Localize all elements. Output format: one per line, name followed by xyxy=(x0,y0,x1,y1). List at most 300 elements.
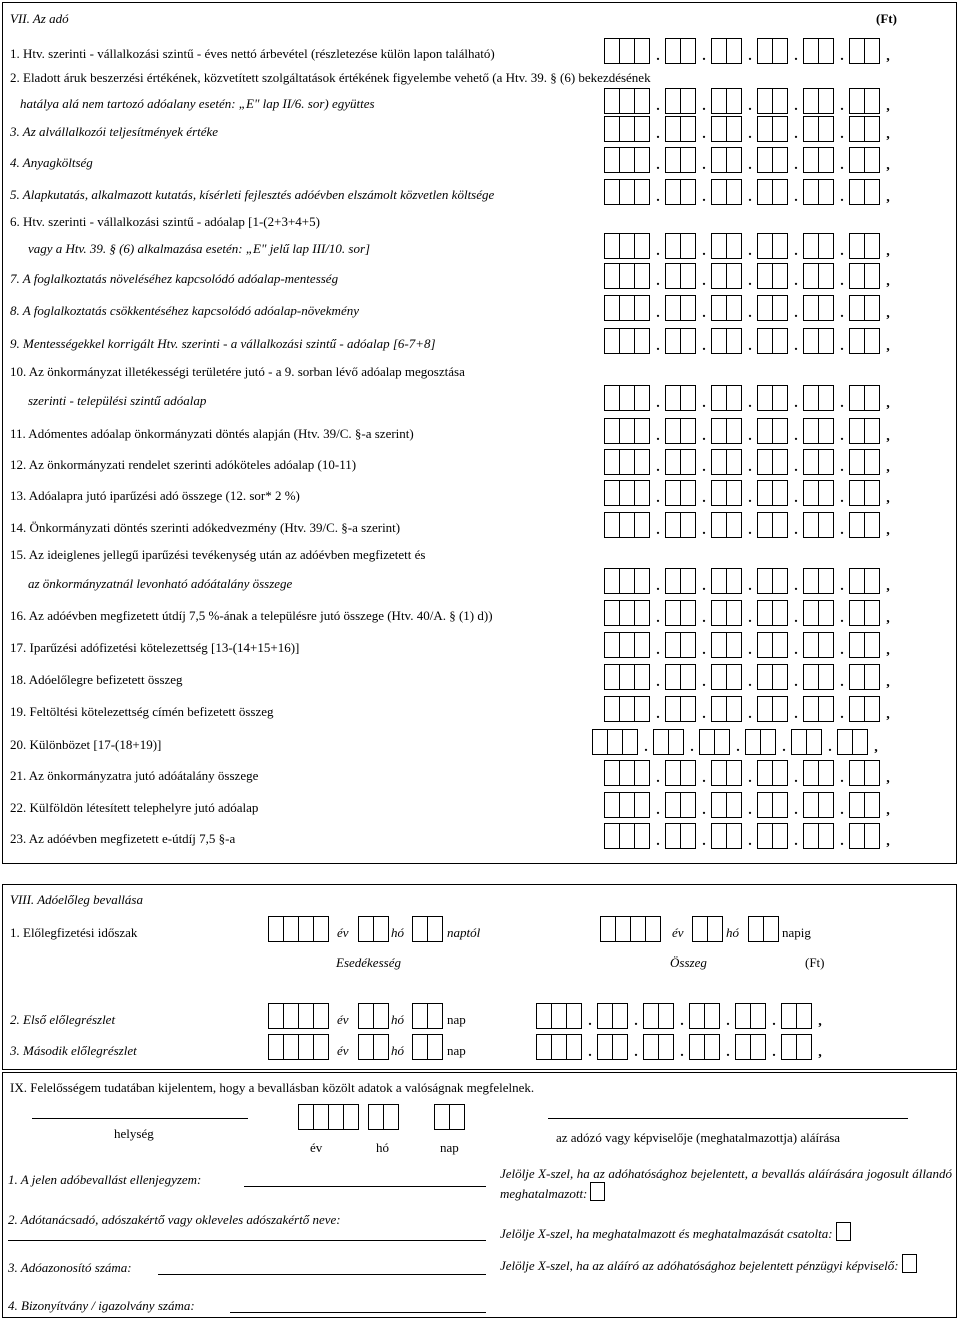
digit-cell[interactable] xyxy=(680,512,696,538)
row-11-amount[interactable] xyxy=(604,418,896,444)
row-18-amount[interactable] xyxy=(604,664,896,690)
digit-cell[interactable] xyxy=(849,147,865,173)
digit-cell[interactable] xyxy=(680,600,696,626)
digit-cell[interactable] xyxy=(566,1003,582,1029)
digit-cell[interactable] xyxy=(803,568,819,594)
digit-cell[interactable] xyxy=(634,263,650,289)
digit-cell[interactable] xyxy=(665,792,681,818)
digit-cell[interactable] xyxy=(680,632,696,658)
digit-cell[interactable] xyxy=(619,233,635,259)
digit-cell[interactable] xyxy=(726,116,742,142)
digit-cell[interactable] xyxy=(849,512,865,538)
row-9-amount[interactable] xyxy=(604,328,896,354)
digit-cell[interactable] xyxy=(772,385,788,411)
digit-cell[interactable] xyxy=(803,664,819,690)
permanent-proxy-checkbox[interactable] xyxy=(590,1182,605,1201)
second-installment-month[interactable] xyxy=(358,1034,389,1060)
digit-cell[interactable] xyxy=(803,295,819,321)
digit-cell[interactable] xyxy=(726,449,742,475)
digit-cell[interactable] xyxy=(665,295,681,321)
digit-cell[interactable] xyxy=(849,179,865,205)
digit-cell[interactable] xyxy=(604,147,620,173)
digit-cell[interactable] xyxy=(634,823,650,849)
digit-cell[interactable] xyxy=(634,179,650,205)
digit-cell[interactable] xyxy=(680,385,696,411)
digit-cell[interactable] xyxy=(551,1034,567,1060)
digit-cell[interactable] xyxy=(772,263,788,289)
digit-cell[interactable] xyxy=(680,760,696,786)
digit-cell[interactable] xyxy=(634,632,650,658)
digit-cell[interactable] xyxy=(643,1003,659,1029)
digit-cell[interactable] xyxy=(604,696,620,722)
digit-cell[interactable] xyxy=(726,295,742,321)
digit-cell[interactable] xyxy=(818,385,834,411)
digit-cell[interactable] xyxy=(757,632,773,658)
digit-cell[interactable] xyxy=(622,729,638,755)
digit-cell[interactable] xyxy=(735,1003,751,1029)
digit-cell[interactable] xyxy=(803,480,819,506)
second-installment-amount[interactable] xyxy=(536,1034,828,1060)
digit-cell[interactable] xyxy=(714,729,730,755)
digit-cell[interactable] xyxy=(818,233,834,259)
digit-cell[interactable] xyxy=(604,632,620,658)
digit-cell[interactable] xyxy=(665,664,681,690)
digit-cell[interactable] xyxy=(818,664,834,690)
digit-cell[interactable] xyxy=(772,147,788,173)
digit-cell[interactable] xyxy=(772,38,788,64)
digit-cell[interactable] xyxy=(818,696,834,722)
digit-cell[interactable] xyxy=(757,147,773,173)
first-installment-day[interactable] xyxy=(412,1003,443,1029)
digit-cell[interactable] xyxy=(849,449,865,475)
digit-cell[interactable] xyxy=(619,418,635,444)
digit-cell[interactable] xyxy=(757,263,773,289)
digit-cell[interactable] xyxy=(711,385,727,411)
digit-cell[interactable] xyxy=(806,729,822,755)
digit-cell[interactable] xyxy=(864,664,880,690)
digit-cell[interactable] xyxy=(680,792,696,818)
digit-cell[interactable] xyxy=(864,480,880,506)
financial-representative-checkbox[interactable] xyxy=(902,1254,917,1273)
digit-cell[interactable] xyxy=(849,328,865,354)
digit-cell[interactable] xyxy=(680,233,696,259)
digit-cell[interactable] xyxy=(818,760,834,786)
digit-cell[interactable] xyxy=(604,295,620,321)
digit-cell[interactable] xyxy=(781,1003,797,1029)
digit-cell[interactable] xyxy=(680,179,696,205)
taxpayer-signature-line[interactable] xyxy=(548,1118,908,1119)
digit-cell[interactable] xyxy=(849,295,865,321)
digit-cell[interactable] xyxy=(757,449,773,475)
digit-cell[interactable] xyxy=(619,449,635,475)
digit-cell[interactable] xyxy=(849,233,865,259)
digit-cell[interactable] xyxy=(634,449,650,475)
digit-cell[interactable] xyxy=(864,179,880,205)
period-to-month[interactable] xyxy=(692,916,723,942)
digit-cell[interactable] xyxy=(818,823,834,849)
period-to-year[interactable] xyxy=(600,916,661,942)
digit-cell[interactable] xyxy=(680,147,696,173)
sign-date-day[interactable] xyxy=(434,1104,465,1130)
digit-cell[interactable] xyxy=(757,664,773,690)
digit-cell[interactable] xyxy=(772,568,788,594)
digit-cell[interactable] xyxy=(726,38,742,64)
digit-cell[interactable] xyxy=(680,38,696,64)
digit-cell[interactable] xyxy=(653,729,669,755)
digit-cell[interactable] xyxy=(604,179,620,205)
digit-cell[interactable] xyxy=(634,233,650,259)
digit-cell[interactable] xyxy=(735,1034,751,1060)
digit-cell[interactable] xyxy=(864,233,880,259)
digit-cell[interactable] xyxy=(680,295,696,321)
digit-cell[interactable] xyxy=(772,823,788,849)
digit-cell[interactable] xyxy=(619,696,635,722)
digit-cell[interactable] xyxy=(619,760,635,786)
digit-cell[interactable] xyxy=(750,1034,766,1060)
digit-cell[interactable] xyxy=(619,179,635,205)
digit-cell[interactable] xyxy=(711,760,727,786)
digit-cell[interactable] xyxy=(772,328,788,354)
digit-cell[interactable] xyxy=(849,385,865,411)
digit-cell[interactable] xyxy=(711,512,727,538)
row-4-amount[interactable] xyxy=(604,147,896,173)
digit-cell[interactable] xyxy=(803,116,819,142)
digit-cell[interactable] xyxy=(803,760,819,786)
digit-cell[interactable] xyxy=(604,263,620,289)
digit-cell[interactable] xyxy=(726,233,742,259)
digit-cell[interactable] xyxy=(757,512,773,538)
digit-cell[interactable] xyxy=(665,147,681,173)
digit-cell[interactable] xyxy=(665,88,681,114)
digit-cell[interactable] xyxy=(849,480,865,506)
row-14-amount[interactable] xyxy=(604,512,896,538)
second-installment-year[interactable] xyxy=(268,1034,329,1060)
row-3-amount[interactable] xyxy=(604,116,896,142)
digit-cell[interactable] xyxy=(665,233,681,259)
second-installment-day[interactable] xyxy=(412,1034,443,1060)
row-15-amount[interactable] xyxy=(604,568,896,594)
digit-cell[interactable] xyxy=(864,792,880,818)
row-5-amount[interactable] xyxy=(604,179,896,205)
digit-cell[interactable] xyxy=(781,1034,797,1060)
digit-cell[interactable] xyxy=(604,328,620,354)
digit-cell[interactable] xyxy=(864,116,880,142)
digit-cell[interactable] xyxy=(818,480,834,506)
digit-cell[interactable] xyxy=(634,664,650,690)
digit-cell[interactable] xyxy=(680,263,696,289)
digit-cell[interactable] xyxy=(803,263,819,289)
digit-cell[interactable] xyxy=(803,696,819,722)
digit-cell[interactable] xyxy=(680,568,696,594)
digit-cell[interactable] xyxy=(726,418,742,444)
digit-cell[interactable] xyxy=(680,116,696,142)
row-2-amount[interactable] xyxy=(604,88,896,114)
digit-cell[interactable] xyxy=(665,263,681,289)
digit-cell[interactable] xyxy=(757,600,773,626)
digit-cell[interactable] xyxy=(566,1034,582,1060)
digit-cell[interactable] xyxy=(665,823,681,849)
digit-cell[interactable] xyxy=(634,295,650,321)
row-20-amount[interactable] xyxy=(592,729,884,755)
digit-cell[interactable] xyxy=(619,823,635,849)
digit-cell[interactable] xyxy=(803,792,819,818)
digit-cell[interactable] xyxy=(864,38,880,64)
digit-cell[interactable] xyxy=(604,88,620,114)
digit-cell[interactable] xyxy=(604,385,620,411)
digit-cell[interactable] xyxy=(726,696,742,722)
digit-cell[interactable] xyxy=(711,38,727,64)
digit-cell[interactable] xyxy=(619,385,635,411)
digit-cell[interactable] xyxy=(849,792,865,818)
row-13-amount[interactable] xyxy=(604,480,896,506)
digit-cell[interactable] xyxy=(726,147,742,173)
digit-cell[interactable] xyxy=(772,295,788,321)
digit-cell[interactable] xyxy=(711,295,727,321)
digit-cell[interactable] xyxy=(818,512,834,538)
digit-cell[interactable] xyxy=(704,1003,720,1029)
digit-cell[interactable] xyxy=(665,418,681,444)
digit-cell[interactable] xyxy=(619,38,635,64)
digit-cell[interactable] xyxy=(803,823,819,849)
digit-cell[interactable] xyxy=(757,295,773,321)
row-22-amount[interactable] xyxy=(604,792,896,818)
digit-cell[interactable] xyxy=(726,512,742,538)
digit-cell[interactable] xyxy=(803,328,819,354)
digit-cell[interactable] xyxy=(864,295,880,321)
digit-cell[interactable] xyxy=(803,88,819,114)
digit-cell[interactable] xyxy=(711,664,727,690)
digit-cell[interactable] xyxy=(818,263,834,289)
digit-cell[interactable] xyxy=(604,512,620,538)
digit-cell[interactable] xyxy=(665,116,681,142)
digit-cell[interactable] xyxy=(680,480,696,506)
digit-cell[interactable] xyxy=(818,88,834,114)
digit-cell[interactable] xyxy=(726,179,742,205)
digit-cell[interactable] xyxy=(818,179,834,205)
digit-cell[interactable] xyxy=(619,792,635,818)
digit-cell[interactable] xyxy=(597,1003,613,1029)
digit-cell[interactable] xyxy=(604,568,620,594)
digit-cell[interactable] xyxy=(818,328,834,354)
digit-cell[interactable] xyxy=(665,38,681,64)
digit-cell[interactable] xyxy=(757,88,773,114)
first-installment-year[interactable] xyxy=(268,1003,329,1029)
period-from-month[interactable] xyxy=(358,916,389,942)
digit-cell[interactable] xyxy=(757,38,773,64)
digit-cell[interactable] xyxy=(619,147,635,173)
digit-cell[interactable] xyxy=(849,823,865,849)
digit-cell[interactable] xyxy=(680,418,696,444)
digit-cell[interactable] xyxy=(818,792,834,818)
period-to-day[interactable] xyxy=(748,916,779,942)
digit-cell[interactable] xyxy=(634,116,650,142)
digit-cell[interactable] xyxy=(757,760,773,786)
digit-cell[interactable] xyxy=(665,512,681,538)
row-21-amount[interactable] xyxy=(604,760,896,786)
digit-cell[interactable] xyxy=(849,696,865,722)
digit-cell[interactable] xyxy=(745,729,761,755)
digit-cell[interactable] xyxy=(665,632,681,658)
digit-cell[interactable] xyxy=(658,1003,674,1029)
digit-cell[interactable] xyxy=(864,263,880,289)
sign-date-month[interactable] xyxy=(368,1104,399,1130)
row-23-amount[interactable] xyxy=(604,823,896,849)
digit-cell[interactable] xyxy=(658,1034,674,1060)
digit-cell[interactable] xyxy=(619,512,635,538)
digit-cell[interactable] xyxy=(760,729,776,755)
digit-cell[interactable] xyxy=(772,600,788,626)
digit-cell[interactable] xyxy=(604,600,620,626)
digit-cell[interactable] xyxy=(849,38,865,64)
digit-cell[interactable] xyxy=(619,600,635,626)
digit-cell[interactable] xyxy=(726,664,742,690)
digit-cell[interactable] xyxy=(864,760,880,786)
digit-cell[interactable] xyxy=(849,116,865,142)
digit-cell[interactable] xyxy=(726,600,742,626)
digit-cell[interactable] xyxy=(757,418,773,444)
digit-cell[interactable] xyxy=(818,600,834,626)
row-7-amount[interactable] xyxy=(604,263,896,289)
digit-cell[interactable] xyxy=(711,418,727,444)
digit-cell[interactable] xyxy=(772,116,788,142)
digit-cell[interactable] xyxy=(619,664,635,690)
digit-cell[interactable] xyxy=(634,512,650,538)
digit-cell[interactable] xyxy=(803,385,819,411)
digit-cell[interactable] xyxy=(818,632,834,658)
digit-cell[interactable] xyxy=(772,449,788,475)
digit-cell[interactable] xyxy=(711,480,727,506)
digit-cell[interactable] xyxy=(803,449,819,475)
digit-cell[interactable] xyxy=(634,568,650,594)
digit-cell[interactable] xyxy=(864,696,880,722)
digit-cell[interactable] xyxy=(772,233,788,259)
digit-cell[interactable] xyxy=(772,480,788,506)
digit-cell[interactable] xyxy=(604,823,620,849)
digit-cell[interactable] xyxy=(772,512,788,538)
digit-cell[interactable] xyxy=(711,823,727,849)
digit-cell[interactable] xyxy=(849,600,865,626)
digit-cell[interactable] xyxy=(604,449,620,475)
digit-cell[interactable] xyxy=(772,792,788,818)
digit-cell[interactable] xyxy=(726,480,742,506)
digit-cell[interactable] xyxy=(726,568,742,594)
digit-cell[interactable] xyxy=(757,480,773,506)
digit-cell[interactable] xyxy=(665,385,681,411)
digit-cell[interactable] xyxy=(803,600,819,626)
digit-cell[interactable] xyxy=(689,1003,705,1029)
digit-cell[interactable] xyxy=(757,568,773,594)
digit-cell[interactable] xyxy=(680,696,696,722)
digit-cell[interactable] xyxy=(711,116,727,142)
digit-cell[interactable] xyxy=(757,328,773,354)
digit-cell[interactable] xyxy=(864,88,880,114)
digit-cell[interactable] xyxy=(849,88,865,114)
digit-cell[interactable] xyxy=(726,263,742,289)
digit-cell[interactable] xyxy=(668,729,684,755)
digit-cell[interactable] xyxy=(818,38,834,64)
place-signature-line[interactable] xyxy=(32,1118,248,1119)
digit-cell[interactable] xyxy=(864,449,880,475)
digit-cell[interactable] xyxy=(634,600,650,626)
digit-cell[interactable] xyxy=(704,1034,720,1060)
digit-cell[interactable] xyxy=(803,179,819,205)
digit-cell[interactable] xyxy=(757,233,773,259)
digit-cell[interactable] xyxy=(864,385,880,411)
digit-cell[interactable] xyxy=(791,729,807,755)
digit-cell[interactable] xyxy=(849,568,865,594)
first-installment-month[interactable] xyxy=(358,1003,389,1029)
digit-cell[interactable] xyxy=(711,328,727,354)
digit-cell[interactable] xyxy=(711,179,727,205)
digit-cell[interactable] xyxy=(634,480,650,506)
digit-cell[interactable] xyxy=(604,233,620,259)
digit-cell[interactable] xyxy=(592,729,608,755)
digit-cell[interactable] xyxy=(607,729,623,755)
digit-cell[interactable] xyxy=(849,263,865,289)
digit-cell[interactable] xyxy=(818,116,834,142)
certificate-number-line[interactable] xyxy=(230,1312,486,1313)
digit-cell[interactable] xyxy=(711,632,727,658)
digit-cell[interactable] xyxy=(536,1034,552,1060)
digit-cell[interactable] xyxy=(852,729,868,755)
digit-cell[interactable] xyxy=(665,760,681,786)
row-17-amount[interactable] xyxy=(604,632,896,658)
digit-cell[interactable] xyxy=(772,418,788,444)
digit-cell[interactable] xyxy=(726,760,742,786)
digit-cell[interactable] xyxy=(864,632,880,658)
digit-cell[interactable] xyxy=(604,792,620,818)
digit-cell[interactable] xyxy=(665,449,681,475)
digit-cell[interactable] xyxy=(818,147,834,173)
digit-cell[interactable] xyxy=(864,512,880,538)
digit-cell[interactable] xyxy=(680,664,696,690)
digit-cell[interactable] xyxy=(757,696,773,722)
digit-cell[interactable] xyxy=(796,1034,812,1060)
digit-cell[interactable] xyxy=(680,449,696,475)
digit-cell[interactable] xyxy=(772,760,788,786)
advisor-name-line[interactable] xyxy=(8,1240,486,1241)
digit-cell[interactable] xyxy=(612,1034,628,1060)
digit-cell[interactable] xyxy=(619,480,635,506)
digit-cell[interactable] xyxy=(757,792,773,818)
attached-authorization-checkbox[interactable] xyxy=(836,1222,851,1241)
digit-cell[interactable] xyxy=(772,179,788,205)
digit-cell[interactable] xyxy=(634,696,650,722)
digit-cell[interactable] xyxy=(680,88,696,114)
digit-cell[interactable] xyxy=(619,632,635,658)
digit-cell[interactable] xyxy=(604,664,620,690)
digit-cell[interactable] xyxy=(772,88,788,114)
digit-cell[interactable] xyxy=(818,449,834,475)
digit-cell[interactable] xyxy=(849,632,865,658)
digit-cell[interactable] xyxy=(772,632,788,658)
digit-cell[interactable] xyxy=(818,418,834,444)
digit-cell[interactable] xyxy=(726,823,742,849)
tax-id-line[interactable] xyxy=(158,1274,486,1275)
digit-cell[interactable] xyxy=(864,147,880,173)
digit-cell[interactable] xyxy=(597,1034,613,1060)
row-12-amount[interactable] xyxy=(604,449,896,475)
row-6-amount[interactable] xyxy=(604,233,896,259)
digit-cell[interactable] xyxy=(680,823,696,849)
digit-cell[interactable] xyxy=(757,823,773,849)
digit-cell[interactable] xyxy=(689,1034,705,1060)
digit-cell[interactable] xyxy=(711,600,727,626)
digit-cell[interactable] xyxy=(864,328,880,354)
digit-cell[interactable] xyxy=(634,385,650,411)
digit-cell[interactable] xyxy=(796,1003,812,1029)
row-8-amount[interactable] xyxy=(604,295,896,321)
